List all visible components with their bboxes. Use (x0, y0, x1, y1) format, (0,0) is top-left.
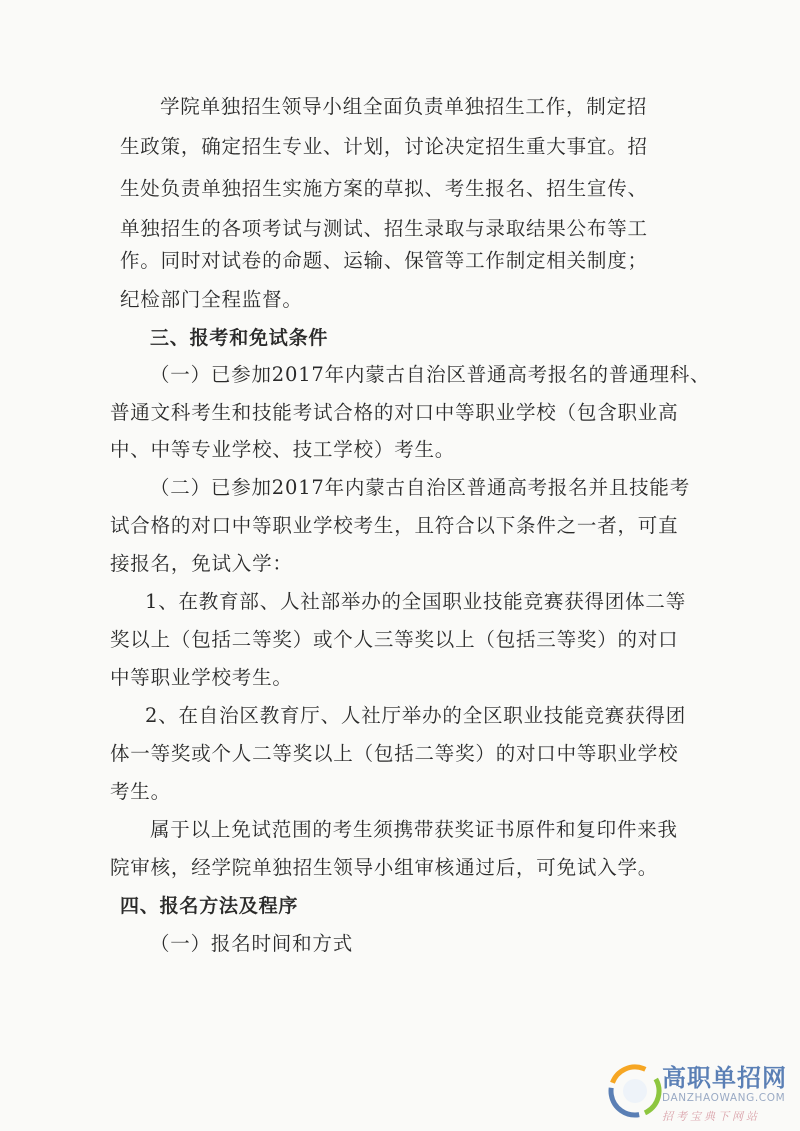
note-line-2: 院审核，经学院单独招生领导小组审核通过后，可免试入学。 (110, 856, 659, 879)
item-1-line-3: 中等职业学校考生。 (110, 666, 293, 689)
condition-1-line-1: （一）已参加2017年内蒙古自治区普通高考报名的普通理科、 (150, 363, 711, 386)
site-slogan: 招考宝典下网站 (662, 1110, 760, 1123)
item-2-line-1: 2、在自治区教育厅、人社厅举办的全区职业技能竞赛获得团 (145, 704, 687, 727)
note-line-1: 属于以上免试范围的考生须携带获奖证书原件和复印件来我 (150, 818, 678, 841)
paragraph-1-line-1: 学院单独招生领导小组全面负责单独招生工作，制定招 (160, 95, 648, 118)
condition-1-line-3: 中、中等专业学校、技工学校）考生。 (110, 438, 456, 461)
paragraph-1-line-2: 生政策，确定招生专业、计划，讨论决定招生重大事宜。招 (120, 135, 648, 158)
condition-2-line-1: （二）已参加2017年内蒙古自治区普通高考报名并且技能考 (150, 476, 691, 499)
paragraph-1-line-5: 作。同时对试卷的命题、运输、保管等工作制定相关制度； (120, 249, 648, 272)
section-heading-4: 四、报名方法及程序 (120, 895, 299, 917)
site-logo-icon (608, 1064, 662, 1118)
paragraph-1-line-4: 单独招生的各项考试与测试、招生录取与录取结果公布等工 (120, 217, 648, 240)
site-watermark (598, 1052, 798, 1130)
item-1-line-2: 奖以上（包括二等奖）或个人三等奖以上（包括三等奖）的对口 (110, 628, 679, 651)
section-heading-3: 三、报考和免试条件 (150, 327, 329, 349)
condition-2-line-3: 接报名，免试入学： (110, 552, 293, 575)
condition-1-line-2: 普通文科考生和技能考试合格的对口中等职业学校（包含职业高 (110, 401, 679, 424)
item-2-line-3: 考生。 (110, 780, 171, 803)
item-2-line-2: 体一等奖或个人二等奖以上（包括二等奖）的对口中等职业学校 (110, 742, 679, 765)
paragraph-1-line-3: 生处负责单独招生实施方案的草拟、考生报名、招生宣传、 (120, 177, 648, 200)
item-1-line-1: 1、在教育部、人社部举办的全国职业技能竞赛获得团体二等 (145, 590, 687, 613)
site-title: 高职单招网 (662, 1064, 787, 1092)
site-url: DANZHAOWANG.COM (662, 1092, 786, 1104)
paragraph-1-line-6: 纪检部门全程监督。 (120, 288, 303, 311)
subsection-heading-1: （一）报名时间和方式 (150, 932, 354, 955)
condition-2-line-2: 试合格的对口中等职业学校考生，且符合以下条件之一者，可直 (110, 514, 679, 537)
